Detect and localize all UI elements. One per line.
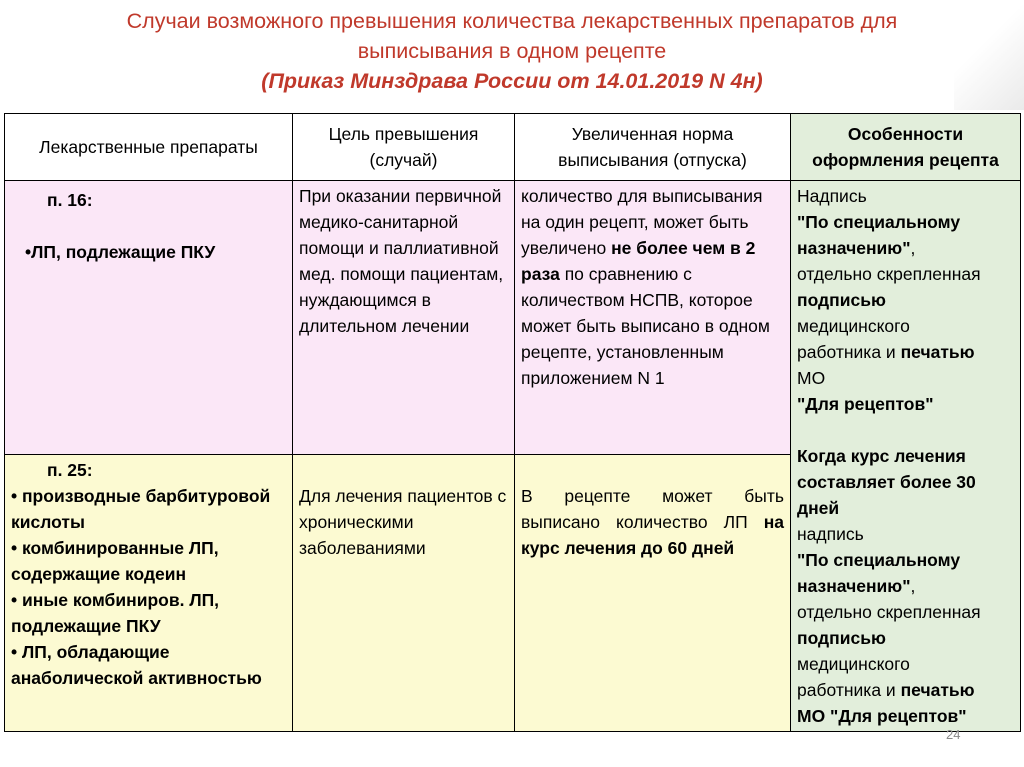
row1-drugs-cell [5, 181, 293, 455]
notes-special-purpose-2: "По специальному назначению" [797, 550, 961, 596]
notes-label-1: Надпись [797, 186, 867, 206]
notes-course-condition: Когда курс лечения составляет более 30 дней [797, 446, 976, 518]
title-line-1: Случаи возможного превышения количества лекарственных препаратов для [126, 9, 898, 33]
row2-goal-text: Для лечения пациентов с хроническими заболеваниями [299, 486, 507, 558]
row2-drugs-cell [5, 455, 293, 732]
row2-norm-emphasis: на курс лечения до 60 дней [521, 512, 784, 558]
row1-norm-emphasis: не более чем в 2 раза [521, 238, 756, 284]
row1-norm-text-a: количество для выписывания на один рецепт, может быть увеличено [521, 186, 763, 258]
row1-norm-cell [515, 181, 791, 455]
header-notes: Особенности оформления рецепта [791, 114, 1021, 181]
title-order-reference: (Приказ Минздрава России от 14.01.2019 N 4н) [261, 69, 763, 93]
notes-for-prescriptions-2: МО "Для рецептов" [797, 706, 967, 726]
notes-for-prescriptions-1: "Для рецептов" [797, 394, 934, 414]
row1-item-number: п. 16: [47, 190, 93, 210]
row2-item-number: п. 25: [47, 460, 93, 480]
header-drugs: Лекарственные препараты [5, 114, 293, 181]
page-number: 24 [946, 727, 961, 742]
row2-bullet-2: • комбинированные ЛП, содержащие кодеин [11, 538, 219, 584]
row1-norm-text-b: по сравнению с количеством НСПВ, которое может быть выписано в одном рецепте, установленным приложением N 1 [521, 264, 770, 388]
row2-bullet-4: • ЛП, обладающие анаболической активностью [11, 642, 262, 688]
row1-goal-cell [293, 181, 515, 455]
row2-bullet-1: • производные барбитуровой кислоты [11, 486, 271, 532]
prescription-table [4, 113, 1021, 732]
table-row [5, 181, 1021, 455]
table-header-row [5, 114, 1021, 181]
row2-norm-cell [515, 455, 791, 732]
row1-goal-text: При оказании первичной медико-санитарной помощи и паллиативной мед. помощи пациентам, нуждающимся в длительном лечении [299, 186, 504, 336]
row1-bullet: •ЛП, подлежащие ПКУ [25, 242, 216, 262]
header-goal: Цель превышения (случай) [293, 114, 515, 181]
notes-cell: Надпись "По специальному назначению", отдельно скрепленная подписью медицинского работника и печатью МО "Для рецептов" Когда курс лечения составляет более 30 дней надпись "По специальному назначению", отдельно скрепленная подписью медицинского работника и печатью МО "Для рецептов" [791, 181, 1021, 732]
row2-bullet-3: • иные комбиниров. ЛП, подлежащие ПКУ [11, 590, 220, 636]
row2-goal-cell [293, 455, 515, 732]
notes-special-purpose-1: "По специальному назначению" [797, 212, 961, 258]
header-norm: Увеличенная норма выписывания (отпуска) [515, 114, 791, 181]
title-line-2: выписывания в одном рецепте [357, 39, 667, 63]
slide-title [0, 6, 1024, 96]
row2-norm-text: В рецепте может быть выписано количество ЛП [521, 486, 784, 532]
